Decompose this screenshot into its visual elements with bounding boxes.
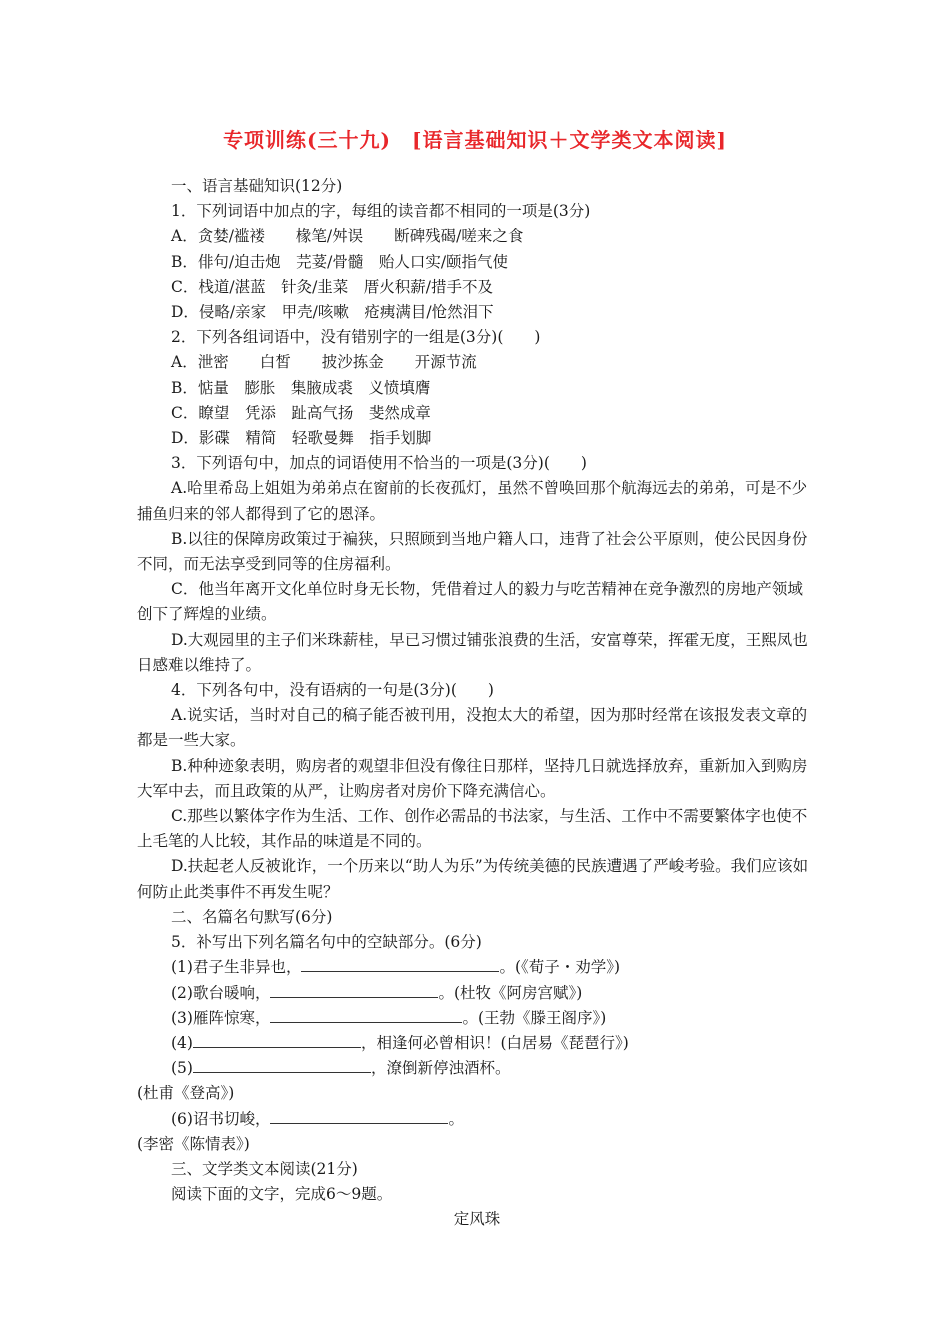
fill-item-1-prefix: (1)君子生非异也， [171,958,302,977]
question-2-stem: 2．下列各组词语中，没有错别字的一组是(3分)( ) [171,328,541,347]
fill-item-6-suffix: 。 [448,1109,464,1128]
fill-item-3-suffix: 。(王勃《滕王阁序》) [462,1008,607,1027]
fill-item-5-prefix: (5) [171,1059,193,1078]
question-3-stem: 3．下列语句中，加点的词语使用不恰当的一项是(3分)( ) [171,454,587,473]
fill-item-1-suffix: 。(《荀子・劝学》) [499,958,621,977]
fill-item-3 [137,1006,817,1031]
fill-item-2-suffix: 。(杜牧《阿房宫赋》) [438,983,583,1002]
question-2-option-a: A．泄密 白皙 披沙拣金 开源节流 [171,353,477,372]
fill-item-5 [137,1056,817,1081]
section-heading-2: 二、名篇名句默写(6分) [171,907,333,926]
document-body [137,174,817,1233]
fill-item-2 [137,981,817,1006]
question-1-option-d: D．侵略/亲家 甲壳/咳嗽 疮痍满目/怆然泪下 [171,303,494,322]
fill-item-6-source: (李密《陈情表》) [137,1134,250,1153]
section-heading-3: 三、文学类文本阅读(21分) [171,1159,358,1178]
question-4-option-c: C.那些以繁体字作为生活、工作、创作必需品的书法家，与生活、工作中不需要繁体字也使不上毛笔的人比较，其作品的味道是不同的。 [137,807,808,851]
question-3-option-a: A.哈里希岛上姐姐为弟弟点在窗前的长夜孤灯，虽然不曾唤回那个航海远去的弟弟，可是不少捕鱼归来的邻人都得到了它的恩泽。 [137,479,808,523]
answer-blank-6[interactable] [270,1107,448,1124]
question-4-stem: 4．下列各句中，没有语病的一句是(3分)( ) [171,681,494,700]
question-5-stem: 5．补写出下列名篇名句中的空缺部分。(6分) [171,933,482,952]
question-1-stem: 1．下列词语中加点的字，每组的读音都不相同的一项是(3分) [171,202,591,221]
question-2-option-d: D．影碟 精简 轻歌曼舞 指手划脚 [171,429,432,448]
fill-item-6-prefix: (6)诏书切峻， [171,1109,271,1128]
fill-item-2-prefix: (2)歌台暖响， [171,983,271,1002]
fill-item-1 [137,955,817,980]
answer-blank-2[interactable] [270,981,438,998]
fill-item-4 [137,1031,817,1056]
fill-item-6 [137,1107,817,1132]
answer-blank-5[interactable] [193,1056,371,1073]
question-1-option-a: A．贪婪/褴褛 椽笔/舛误 断碑残碣/嗟来之食 [171,227,524,246]
question-3-option-c: C．他当年离开文化单位时身无长物，凭借着过人的毅力与吃苦精神在竞争激烈的房地产领域创下了辉煌的业绩。 [137,580,803,624]
question-1-option-b: B．俳句/迫击炮 芫荽/骨髓 贻人口实/颐指气使 [171,252,509,271]
fill-item-4-suffix: ，相逢何必曾相识！(白居易《琵琶行》) [360,1033,629,1052]
fill-item-4-prefix: (4) [171,1033,193,1052]
question-4-option-a: A.说实话，当时对自己的稿子能否被刊用，没抱太大的希望，因为那时经常在该报发表文章的都是一些大家。 [137,706,808,750]
reading-instruction: 阅读下面的文字，完成6～9题。 [171,1185,393,1204]
question-2-option-c: C．瞭望 凭添 趾高气扬 斐然成章 [171,403,431,422]
question-4-option-d: D.扶起老人反被讹诈，一个历来以“助人为乐”为传统美德的民族遭遇了严峻考验。我们应该如何防止此类事件不再发生呢？ [137,857,809,901]
question-3-option-d: D.大观园里的主子们米珠薪桂，早已习惯过铺张浪费的生活，安富尊荣，挥霍无度，王熙凤也日感难以维持了。 [137,630,808,674]
question-2-option-b: B．惦量 膨胀 集腋成裘 义愤填膺 [171,378,431,397]
section-heading-1: 一、语言基础知识(12分) [171,177,343,195]
answer-blank-1[interactable] [301,955,499,972]
answer-blank-4[interactable] [193,1031,361,1048]
fill-item-5-source: (杜甫《登高》) [137,1084,235,1103]
answer-blank-3[interactable] [270,1006,462,1023]
fill-item-3-prefix: (3)雁阵惊寒， [171,1008,271,1027]
question-4-option-b: B.种种迹象表明，购房者的观望非但没有像往日那样，坚持几日就选择放弃，重新加入到购房大军中去，而且政策的从严，让购房者对房价下降充满信心。 [137,756,808,800]
fill-item-5-suffix: ，潦倒新停浊酒杯。 [370,1059,511,1078]
question-3-option-b: B.以往的保障房政策过于褊狭，只照顾到当地户籍人口，违背了社会公平原则，使公民因身份不同，而无法享受到同等的住房福利。 [137,529,808,574]
page-title: 专项训练(三十九) [语言基础知识＋文学类文本阅读] [223,128,727,152]
story-title: 定风珠 [453,1210,501,1229]
question-1-option-c: C．栈道/湛蓝 针灸/韭菜 厝火积薪/措手不及 [171,277,494,296]
